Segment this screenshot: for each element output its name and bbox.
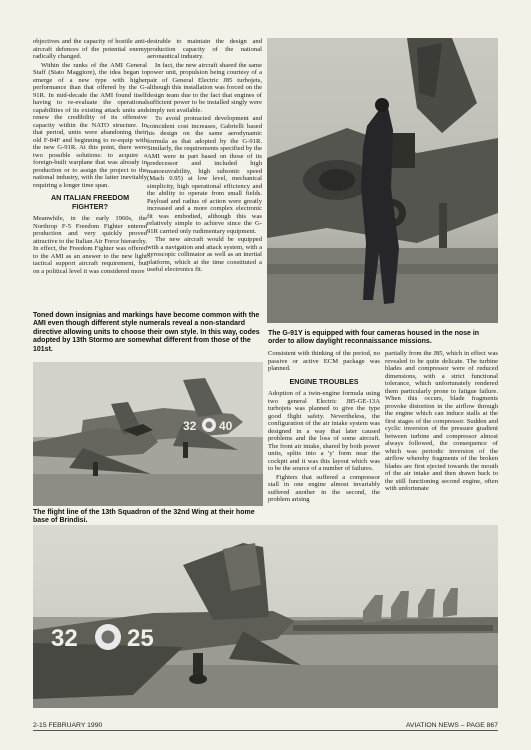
- paragraph: Adoption of a twin-engine formula using two general Electric J85-GE-13A turbojets was planned to give the type good flight safety. Nevertheless, the configuration of the air intake system was designed in a way that later caused problems and the loss of some aircraft. The front air intake, shared by both power units, splits into a 'y' form near the cockpit and it was this layout which was to be the source of a number of failures.: [268, 390, 380, 472]
- paragraph: partially from the J85, which in effect was revealed to be quite delicate. The turbine blades and compressor were of reduced dimensions, with a strict functional tolerance, which unfortunately rendered them particularly prone to fatigue failure. When this occurs, blade fragments provoke distortion in the airflow through the engine which can induce stalls at the first stages of the compressor. Sudden and cyclic inversion of the pressure gradient between turbine and compressor almost always followed, the consequence of which was periodic inversion of the airflow whereby fragments of the broken blades are first ejected towards the mouth of the air intake and then drawn back to the still functioning second engine, often with unfortunate: [385, 350, 498, 492]
- parked-aircraft-image: [33, 362, 263, 506]
- footer-rule: [33, 730, 498, 731]
- footer-date: 2-15 FEBRUARY 1990: [33, 722, 103, 729]
- section-heading: AN ITALIAN FREEDOM FIGHTER?: [50, 193, 130, 211]
- aircraft-code-text: 32: [183, 419, 197, 433]
- paragraph: The new aircraft would be equipped with a navigation and attack system, with a gyroscopic collimator as well as an inertial platform, which at the time constituted a useful electronics fit.: [147, 236, 262, 273]
- column-2: [147, 38, 262, 322]
- photo-g91y-cameras: [267, 38, 498, 323]
- paragraph: Consistent with thinking of the period, no passive or active ECM package was planned.: [268, 350, 380, 372]
- column-3: [268, 350, 380, 536]
- caption-insignia: Toned down insignias and markings have become common with the AMI even though different style numerals reveal a non-standard directive allowing units to choose their own style. In this way, codes adopted by 13th Stormo are somewhat different from those of the 101st.: [33, 312, 260, 353]
- paragraph: desirable to maintain the design and production capacity of the national aeronautical industry.: [147, 38, 262, 60]
- flight-line-image: [33, 525, 498, 708]
- caption-flightline: The flight line of the 13th Squadron of the 32nd Wing at their home base of Brindisi.: [33, 509, 255, 525]
- aircraft-code-text: 32: [51, 625, 78, 652]
- photo-flight-line: [33, 525, 498, 708]
- caption-g91y: The G-91Y is equipped with four cameras housed in the nose in order to allow daylight reconnaissance missions.: [268, 330, 480, 346]
- photo-parked-aircraft: [33, 362, 263, 506]
- paragraph: Fighters that suffered a compressor stall in one engine almost invariably suffered another in the second, the problem arising: [268, 473, 380, 503]
- paragraph: Within the ranks of the AMI General Staff (Stato Maggiore), the idea began to emerge of a new type with higher performance than that offered by the G-91R. In mid-decade the AMI found itself having to re-evaluate the operational capabilities of its existing attack units and renew the credibility of its offensive capacity within the NATO structure. In that period, units were abandoning their old F-84F and beginning to re-equip with the new G-91R. At this point, there were two possible solutions: to acquire a foreign-built warplane that was already in production or to assign the project to the national industry, with the latter inevitably requiring a longer time span.: [33, 61, 147, 189]
- paragraph: objectives and the capacity of hostile anti-aircraft defences of the potential enemy radically changed.: [33, 38, 147, 60]
- aircraft-serial-text: 25: [127, 625, 154, 652]
- column-1: [33, 38, 147, 322]
- footer-publication: AVIATION NEWS – PAGE 867: [405, 722, 498, 729]
- column-4: [385, 350, 498, 536]
- paragraph: To avoid protracted development and coincident cost increases, Gabrielli based his design on the same aerodynamic formula as that adopted by the G-91R. Similarly, the requirements specified by the AMI were in part based on those of its predecessor and included high manoeuvrability, high subsonic speed (Mach 0.95) at low level, mechanical simplicity, high operational efficiency and the ability to operate from small fields. Payload and radius of action were greatly increased and a more complex electronic fit was embodied, although this was relatively simple to achieve since the G-91R carried only rudimentary equipment.: [147, 115, 262, 235]
- section-heading: ENGINE TROUBLES: [289, 376, 359, 386]
- aircraft-serial-text: 40: [219, 419, 233, 433]
- g91y-photo-image: [267, 38, 498, 323]
- paragraph: Meanwhile, in the early 1960s, the Northrop F-5 Freedom Fighter entered production and very quickly proved attractive to the Italian Air Force hierarchy. In effect, the Freedom Fighter was offered to the AMI as an answer to the new light tactical support aircraft requirement, but on a political level it was considered more: [33, 215, 147, 275]
- paragraph: In fact, the new aircraft shared the same power unit, propulsion being courtesy of a pair of General Electric J85 turbojets, although this installation was forced on the design team due to the fact that engines of sufficient power to be installed singly were simply not available.: [147, 61, 262, 114]
